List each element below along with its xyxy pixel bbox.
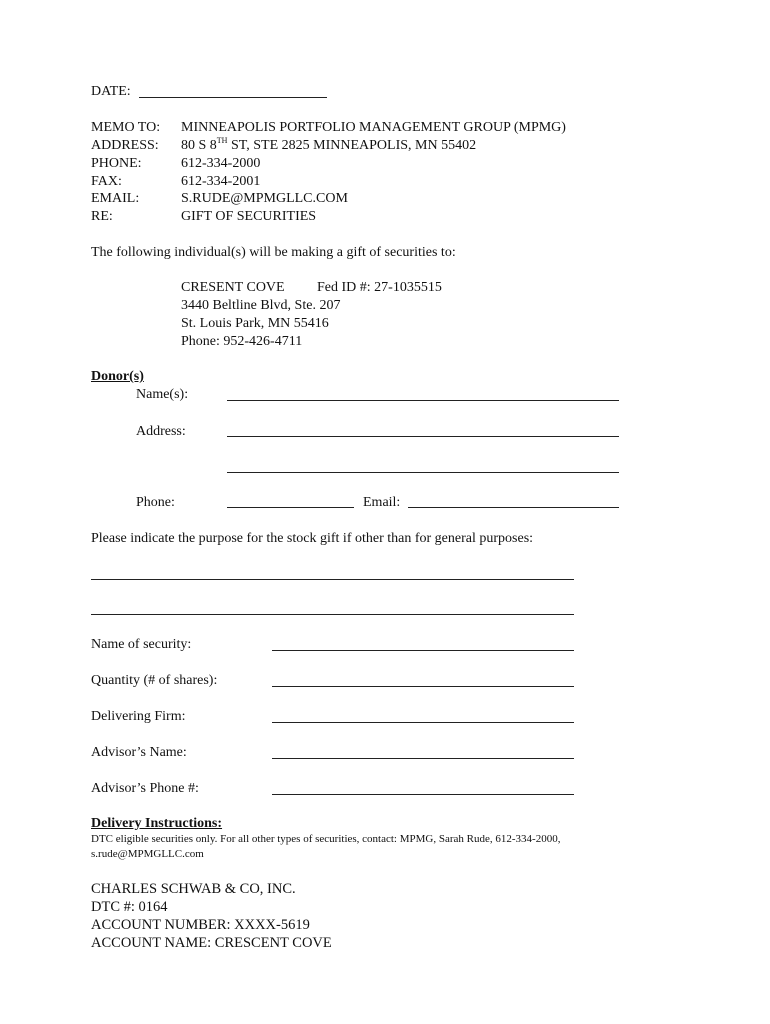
intro-text: The following individual(s) will be making a gift of securities to: <box>91 245 456 260</box>
donor-phone-field[interactable] <box>227 507 354 508</box>
purpose-field-1[interactable] <box>91 579 574 580</box>
delivering-firm-label: Delivering Firm: <box>91 709 186 724</box>
quantity-label: Quantity (# of shares): <box>91 673 218 688</box>
recipient-name: CRESENT COVE <box>181 280 285 295</box>
advisor-name-label: Advisor’s Name: <box>91 745 187 760</box>
dtc-number: DTC #: 0164 <box>91 899 168 915</box>
re-label: RE: <box>91 209 113 224</box>
email-value: S.RUDE@MPMGLLC.COM <box>181 191 348 206</box>
date-label: DATE: <box>91 84 131 99</box>
memo-to-value: MINNEAPOLIS PORTFOLIO MANAGEMENT GROUP (MPMG) <box>181 120 566 135</box>
recipient-fed-id: Fed ID #: 27-1035515 <box>317 280 442 295</box>
quantity-field[interactable] <box>272 686 574 687</box>
recipient-phone: Phone: 952-426-4711 <box>181 334 303 349</box>
advisor-phone-label: Advisor’s Phone #: <box>91 781 199 796</box>
address-value: 80 S 8TH ST, STE 2825 MINNEAPOLIS, MN 55402 <box>181 136 477 153</box>
delivering-firm-field[interactable] <box>272 722 574 723</box>
purpose-field-2[interactable] <box>91 614 574 615</box>
recipient-address-1: 3440 Beltline Blvd, Ste. 207 <box>181 298 341 313</box>
donor-phone-label: Phone: <box>136 495 175 510</box>
address-label: ADDRESS: <box>91 138 159 153</box>
donor-email-label: Email: <box>363 495 401 510</box>
recipient-address-2: St. Louis Park, MN 55416 <box>181 316 329 331</box>
fax-label: FAX: <box>91 174 122 189</box>
security-name-field[interactable] <box>272 650 574 651</box>
fax-value: 612-334-2001 <box>181 174 261 189</box>
phone-value: 612-334-2000 <box>181 156 261 171</box>
purpose-prompt: Please indicate the purpose for the stock gift if other than for general purposes: <box>91 531 534 546</box>
account-number: ACCOUNT NUMBER: XXXX-5619 <box>91 917 310 933</box>
advisor-phone-field[interactable] <box>272 794 574 795</box>
donor-heading: Donor(s) <box>91 369 144 384</box>
delivery-heading: Delivery Instructions: <box>91 816 223 831</box>
re-value: GIFT OF SECURITIES <box>181 209 317 224</box>
delivery-note-line-2: s.rude@MPMGLLC.com <box>91 848 204 860</box>
memo-to-label: MEMO TO: <box>91 120 161 135</box>
donor-address-label: Address: <box>136 424 186 439</box>
donor-names-label: Name(s): <box>136 387 189 402</box>
advisor-name-field[interactable] <box>272 758 574 759</box>
email-label: EMAIL: <box>91 191 140 206</box>
donor-address-field-1[interactable] <box>227 436 619 437</box>
donor-names-field[interactable] <box>227 400 619 401</box>
phone-label: PHONE: <box>91 156 142 171</box>
delivery-note-line-1: DTC eligible securities only. For all other types of securities, contact: MPMG, Sarah Rude, 612-334-2000, <box>91 833 561 845</box>
donor-email-field[interactable] <box>408 507 619 508</box>
donor-address-field-2[interactable] <box>227 472 619 473</box>
account-name: ACCOUNT NAME: CRESCENT COVE <box>91 935 332 951</box>
broker-name: CHARLES SCHWAB & CO, INC. <box>91 881 296 897</box>
security-name-label: Name of security: <box>91 637 192 652</box>
date-blank[interactable] <box>139 97 327 98</box>
